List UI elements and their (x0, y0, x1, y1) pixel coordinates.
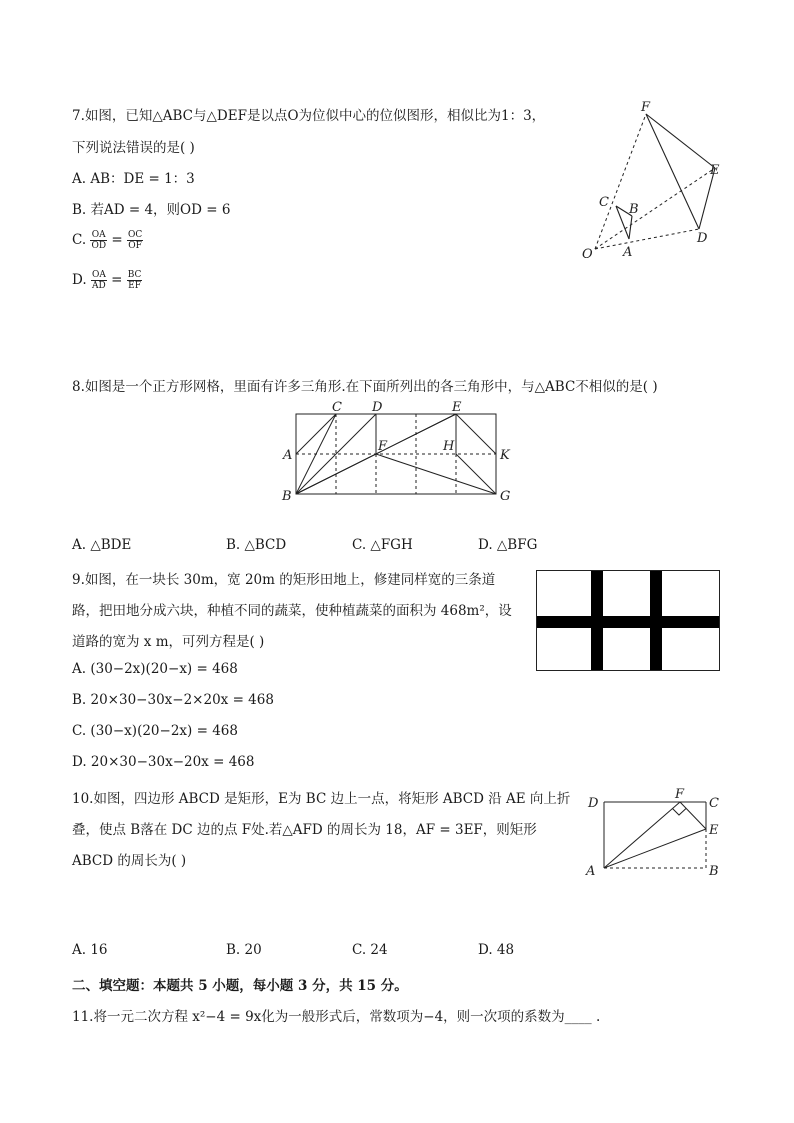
q10-stem-line2: 叠，使点 B落在 DC 边的点 F处.若△AFD 的周长为 18，AF = 3EF，则矩形 (72, 822, 537, 838)
q10-option-d: D. 48 (478, 942, 515, 958)
equals-sign: = (111, 272, 123, 288)
label-a: A (623, 245, 633, 260)
q7-option-b: B. 若AD = 4，则OD = 6 (72, 202, 231, 218)
q10-option-a: A. 16 (72, 942, 108, 958)
edge-hg (456, 454, 496, 494)
denominator: OF (128, 241, 142, 251)
edge-af (604, 802, 680, 868)
label-g: G (500, 489, 511, 504)
q10-option-c: C. 24 (352, 942, 388, 958)
fraction (127, 230, 143, 251)
edge-fe (646, 114, 715, 168)
label-f: F (675, 787, 685, 802)
q7-stem-line1: 7.如图，已知△ABC与△DEF是以点O为位似中心的位似图形，相似比为1：3， (72, 108, 546, 124)
right-angle-mark (673, 809, 687, 816)
label-b: B (629, 202, 639, 217)
denominator: OD (91, 241, 107, 251)
label-o: O (582, 247, 593, 262)
denominator: EF (128, 281, 141, 291)
label-e: E (710, 163, 720, 178)
fraction (91, 270, 107, 291)
q10-stem-line1: 10.如图，四边形 ABCD 是矩形，E为 BC 边上一点，将矩形 ABCD 沿 AE 向上折 (72, 791, 571, 807)
q8-option-b: B. △BCD (226, 537, 287, 553)
edge-fg (376, 454, 496, 494)
q7-option-a: A. AB：DE = 1：3 (72, 171, 195, 187)
label-e: E (709, 823, 719, 838)
q10-stem-line3: ABCD 的周长为( ) (72, 853, 187, 869)
edge-ac (616, 206, 629, 239)
q9-option-b: B. 20×30−30x−2×20x = 468 (72, 692, 274, 708)
q8-figure (278, 398, 518, 504)
edge-ae (604, 829, 706, 868)
label-b: B (709, 864, 719, 879)
q7-option-c (72, 230, 143, 251)
q8-option-d: D. △BFG (478, 537, 538, 553)
equals-sign: = (111, 232, 123, 248)
q7-stem-line2: 下列说法错误的是( ) (72, 140, 195, 156)
q9-option-d: D. 20×30−30x−20x = 468 (72, 754, 255, 770)
section-2-heading: 二、填空题：本题共 5 小题，每小题 3 分，共 15 分。 (72, 978, 408, 994)
label-h: H (443, 439, 455, 454)
edge-df (646, 114, 699, 229)
road-horizontal (537, 616, 719, 628)
q7-figure (578, 96, 728, 266)
ray-of (595, 114, 646, 249)
edge-ba (629, 216, 632, 239)
label-c: C (332, 400, 342, 415)
label-d: D (588, 796, 599, 811)
q11-stem: 11.将一元二次方程 x²−4 = 9x化为一般形式后，常数项为−4，则一次项的系数为____ . (72, 1009, 601, 1025)
q10-option-b: B. 20 (226, 942, 262, 958)
label-c: C (709, 796, 719, 811)
q9-stem-line3: 道路的宽为 x m，可列方程是( ) (72, 634, 265, 650)
q8-option-c: C. △FGH (352, 537, 413, 553)
edge-ac (296, 414, 336, 454)
label-k: K (500, 448, 510, 463)
label-d: D (372, 400, 383, 415)
label-e: E (452, 400, 462, 415)
fraction (127, 270, 143, 291)
label-d: D (697, 231, 708, 246)
q9-option-c: C. (30−x)(20−2x) = 468 (72, 723, 238, 739)
numerator: OC (127, 230, 143, 240)
numerator: BC (127, 270, 142, 280)
edge-fe (680, 802, 706, 829)
edge-ek (456, 414, 496, 454)
fraction (90, 230, 107, 251)
q8-stem: 8.如图是一个正方形网格，里面有许多三角形.在下面所列出的各三角形中，与△ABC不相似的是( ) (72, 379, 658, 395)
label-f: F (641, 100, 651, 115)
q9-stem-line1: 9.如图，在一块长 30m，宽 20m 的矩形田地上，修建同样宽的三条道 (72, 572, 496, 588)
label-b: B (282, 489, 292, 504)
q9-option-a: A. (30−2x)(20−x) = 468 (72, 661, 238, 677)
label-a: A (283, 448, 293, 463)
label-a: A (586, 864, 596, 879)
q9-figure (536, 570, 722, 672)
q8-option-a: A. △BDE (72, 537, 132, 553)
numerator: OA (91, 270, 106, 280)
label-f: F (378, 439, 388, 454)
denominator: AD (92, 281, 106, 291)
q10-figure (580, 786, 730, 882)
numerator: OA (91, 230, 106, 240)
q9-stem-line2: 路，把田地分成六块，种植不同的蔬菜，使种植蔬菜的面积为 468m²，设 (72, 603, 512, 619)
label-c: C (599, 195, 609, 210)
q7-option-c-label: C. (72, 232, 87, 248)
q7-option-d-label: D. (72, 272, 87, 288)
q7-option-d (72, 270, 142, 291)
